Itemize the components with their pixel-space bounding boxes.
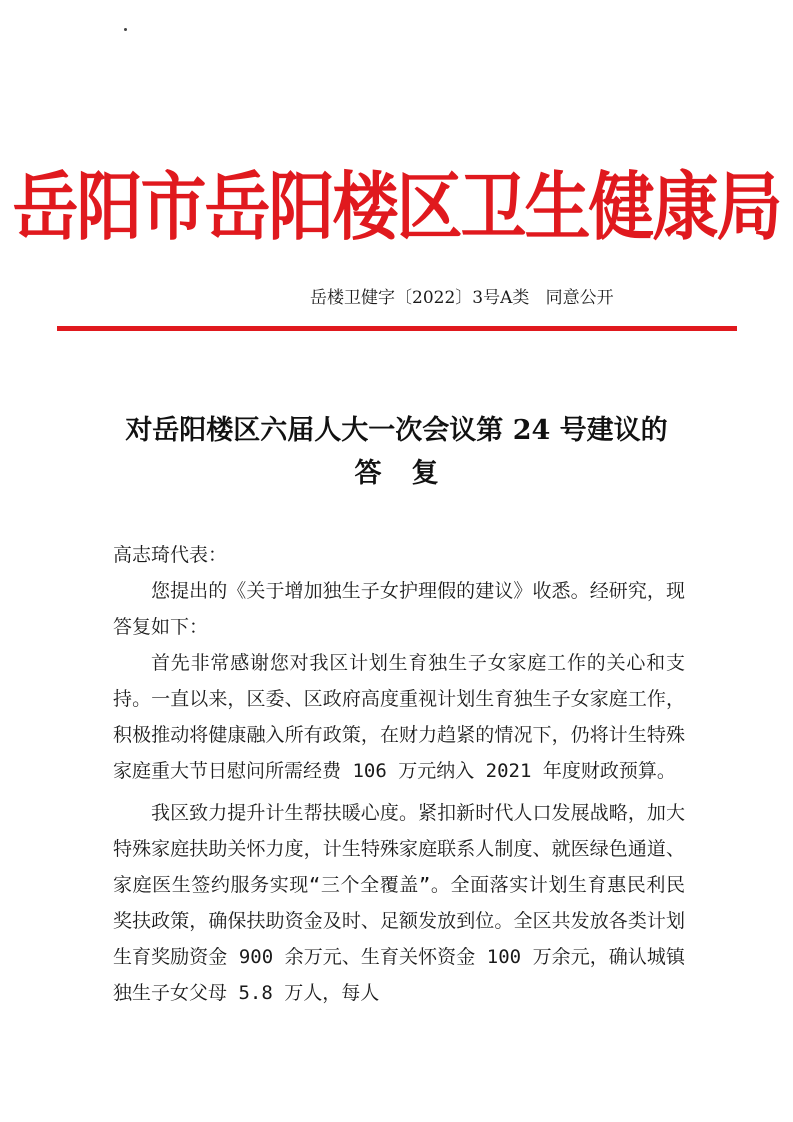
document-title-line1: 对岳阳楼区六届人大一次会议第 24 号建议的 [125, 415, 668, 446]
scan-speck [124, 28, 127, 31]
letterhead-org-name: 岳阳市岳阳楼区卫生健康局 [12, 164, 781, 251]
paragraph-1: 您提出的《关于增加独生子女护理假的建议》收悉。经研究，现答复如下： [113, 580, 685, 638]
red-divider-line [57, 326, 737, 331]
document-number: 岳楼卫健字〔2022〕3号A类 同意公开 [310, 288, 614, 308]
document-body [113, 537, 685, 1011]
document-title-line2: 答复 [354, 458, 469, 489]
paragraph-2: 首先非常感谢您对我区计划生育独生子女家庭工作的关心和支持。一直以来，区委、区政府高度重视计划生育独生子女家庭工作，积极推动将健康融入所有政策，在财力趋紧的情况下，仍将计生特殊家庭重大节日慰问所需经费 106 万元纳入 2021 年度财政预算。 [113, 652, 685, 782]
salutation: 高志琦代表： [113, 544, 228, 566]
paragraph-3: 我区致力提升计生帮扶暖心度。紧扣新时代人口发展战略，加大特殊家庭扶助关怀力度，计生特殊家庭联系人制度、就医绿色通道、家庭医生签约服务实现“三个全覆盖”。全面落实计划生育惠民利民奖扶政策，确保扶助资金及时、足额发放到位。全区共发放各类计划生育奖励资金 900 余万元、生育关怀资金 100 万余元，确认城镇独生子女父母 5.8 万人，每人 [113, 802, 685, 1004]
